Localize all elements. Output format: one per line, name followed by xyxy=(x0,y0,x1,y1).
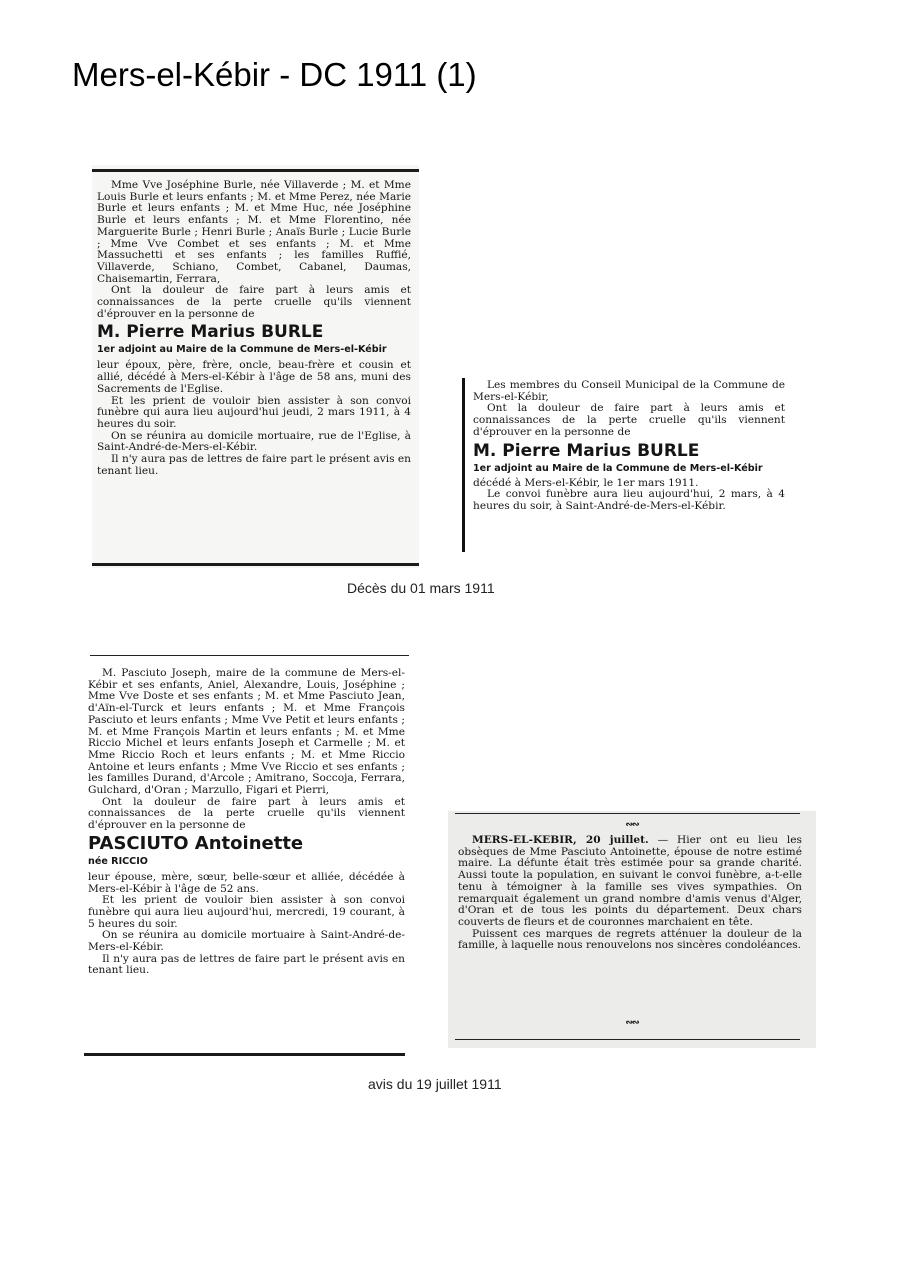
no-letters-notice: Il n'y aura pas de lettres de faire part le présent avis en tenant lieu. xyxy=(88,952,405,977)
deceased-name: M. Pierre Marius BURLE xyxy=(473,440,700,461)
obituary-clipping-pasciuto-family xyxy=(84,650,409,1060)
bottom-rule xyxy=(455,1039,800,1040)
top-rule xyxy=(90,655,409,656)
top-rule xyxy=(455,813,800,814)
no-letters-notice: Il n'y aura pas de lettres de faire part le présent avis en tenant lieu. xyxy=(97,453,411,477)
obituary-clipping-municipal-council xyxy=(462,378,789,552)
page-title: Mers-el-Kébir - DC 1911 (1) xyxy=(72,56,477,93)
ornament-bottom-icon: ∾∾ xyxy=(625,1018,639,1028)
deceased-role: 1er adjoint au Maire de la Commune de Mers-el-Kébir xyxy=(473,462,763,474)
ornament-top-icon: ∾∾ xyxy=(625,820,639,830)
family-list: Mme Vve Joséphine Burle, née Villaverde ; M. et Mme Louis Burle et leurs enfants ; M. et Mme Perez, née Marie Burle et leurs enfants ; M. et Mme Huc, née Joséphine Burle et leurs enfants ; M. et Mme Florentino, née Marguerite Burle ; Henri Burle ; Anaïs Burle ; Lucie Burle ; Mme Vve Combet et ses enfants ; M. et Mme Massuchetti et ses enfants ; les familles Ruffié, Villaverde, Schiano, Combet, Cabanel, Daumas, Chaisemartin, Ferrara, xyxy=(97,179,411,285)
deceased-role: 1er adjoint au Maire de la Commune de Mers-el-Kébir xyxy=(97,344,387,356)
condolences-text: Puissent ces marques de regrets atténuer la douleur de la famille, à laquelle nous renouvelons nos sincères condoléances. xyxy=(458,927,802,952)
obituary-clipping-burle-family xyxy=(92,165,419,568)
family-list: M. Pasciuto Joseph, maire de la commune de Mers-el-Kébir et ses enfants, Aniel, Alexandre, Louis, Joséphine ; Mme Vve Doste et ses enfants ; M. et Mme Pasciuto Jean, d'Aïn-el-Turck et leurs enfants ; M. et Mme François Pasciuto et leurs enfants ; Mme Vve Petit et leurs enfants ; M. et Mme François Martin et leurs enfants ; M. et Mme Riccio Michel et leurs enfants Joseph et Carmelle ; M. et Mme Riccio Roch et leurs enfants ; M. et Mme Riccio Antoine et leurs enfants ; Mme Vve Riccio et ses enfants ; les familles Durand, d'Arcole ; Amitrano, Soccoja, Ferrara, Gulchard, d'Oran ; Marzullo, Figari et Pierri, xyxy=(88,667,405,797)
news-clipping-funeral-report xyxy=(448,811,816,1048)
announcement-text: Ont la douleur de faire part à leurs amis et connaissances de la perte cruelle qu'ils viennent d'éprouver en la personne de xyxy=(88,795,405,832)
death-notice: décédé à Mers-el-Kébir, le 1er mars 1911. xyxy=(473,476,699,489)
caption-avis: avis du 19 juillet 1911 xyxy=(368,1076,502,1092)
funeral-invitation: Et les prient de vouloir bien assister à son convoi funèbre qui aura lieu aujourd'hui, mercredi, 19 courant, à 5 heures du soir. xyxy=(88,894,405,930)
meeting-place: On se réunira au domicile mortuaire, rue de l'Eglise, à Saint-André-de-Mers-el-Kébir. xyxy=(97,429,411,454)
funeral-invitation: Et les prient de vouloir bien assister à son convoi funèbre qui aura lieu aujourd'hui jeudi, 2 mars 1911, à 4 heures du soir. xyxy=(97,394,411,430)
deceased-details: leur époux, père, frère, oncle, beau-frère et cousin et allié, décédé à Mers-el-Kébir à l'âge de 58 ans, muni des Sacrements de l'Eglise. xyxy=(97,359,411,395)
bottom-rule xyxy=(84,1053,405,1056)
funeral-details: Le convoi funèbre aura lieu aujourd'hui, 2 mars, à 4 heures du soir, à Saint-André-de-Mers-el-Kébir. xyxy=(473,488,785,512)
caption-deces: Décès du 01 mars 1911 xyxy=(347,580,495,596)
bottom-rule xyxy=(92,563,419,566)
deceased-details: leur épouse, mère, sœur, belle-sœur et alliée, décédée à Mers-el-Kébir à l'âge de 52 ans. xyxy=(88,870,405,895)
announcement-text: Ont la douleur de faire part à leurs amis et connaissances de la perte cruelle qu'ils viennent d'éprouver en la personne de xyxy=(97,284,411,320)
left-rule xyxy=(462,378,465,552)
deceased-name: PASCIUTO Antoinette xyxy=(88,832,304,854)
announcement-text: Ont la douleur de faire part à leurs amis et connaissances de la perte cruelle qu'ils viennent d'éprouver en la personne de xyxy=(473,402,785,438)
dateline: MERS-EL-KEBIR, 20 juillet. xyxy=(472,834,649,846)
deceased-name: M. Pierre Marius BURLE xyxy=(97,322,324,343)
top-rule xyxy=(92,169,419,172)
deceased-maiden-name: née RICCIO xyxy=(88,855,148,867)
council-intro: Les membres du Conseil Municipal de la Commune de Mers-el-Kébir, xyxy=(473,379,785,403)
report-text: — Hier ont eu lieu les obsèques de Mme Pasciuto Antoinette, épouse de notre estimé maire. La défunte était très estimée pour sa grande charité. Aussi toute la population, en suivant le convoi funèbre, a-t-elle tenu à témoigner à la famille ses vives sympathies. On remarquait également un grand nombre d'amis venus d'Alger, d'Oran et de tous les points du département. Deux chars couverts de fleurs et de couronnes marchaient en tête. xyxy=(458,834,802,928)
meeting-place: On se réunira au domicile mortuaire à Saint-André-de-Mers-el-Kébir. xyxy=(88,929,405,954)
